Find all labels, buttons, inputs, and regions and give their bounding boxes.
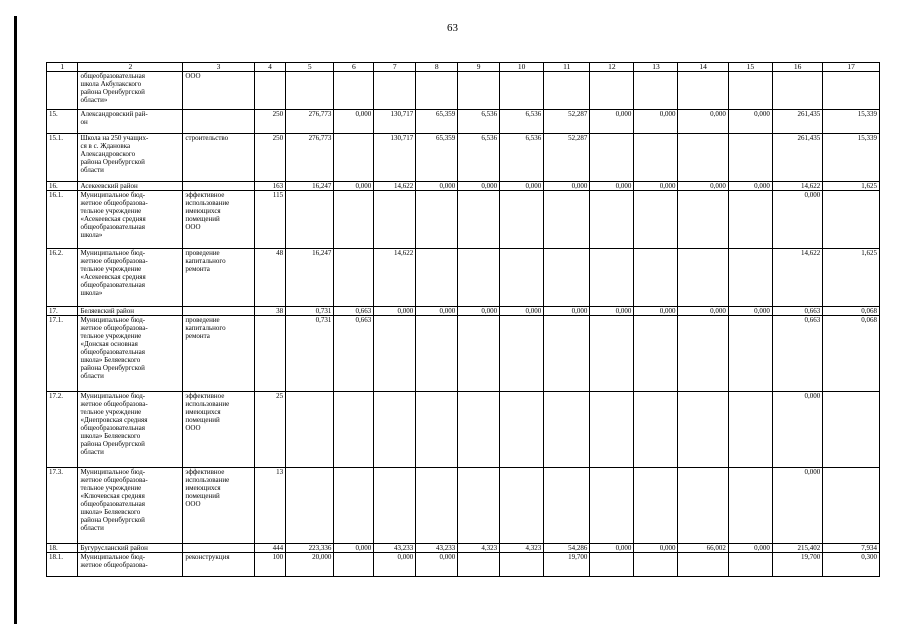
value-cell bbox=[678, 72, 728, 110]
value-cell: 14,622 bbox=[772, 249, 822, 307]
type-cell bbox=[183, 307, 254, 316]
value-cell: 0,731 bbox=[286, 316, 334, 392]
column-header: 17 bbox=[823, 63, 880, 72]
value-cell: 7,934 bbox=[823, 544, 880, 553]
table-row bbox=[47, 249, 880, 307]
column-header: 14 bbox=[678, 63, 728, 72]
column-header: 16 bbox=[772, 63, 822, 72]
value-cell: 19,700 bbox=[544, 553, 590, 577]
value-cell: 0,000 bbox=[500, 307, 544, 316]
value-cell: 6,536 bbox=[500, 110, 544, 134]
value-cell: 16,247 bbox=[286, 249, 334, 307]
value-cell bbox=[374, 316, 416, 392]
value-cell: 6,536 bbox=[458, 110, 500, 134]
table-row bbox=[47, 316, 880, 392]
value-cell bbox=[678, 249, 728, 307]
column-header: 10 bbox=[500, 63, 544, 72]
value-cell bbox=[772, 72, 822, 110]
row-number-cell: 16.1. bbox=[47, 191, 78, 249]
value-cell bbox=[728, 553, 772, 577]
value-cell: 0,068 bbox=[823, 316, 880, 392]
value-cell bbox=[374, 468, 416, 544]
row-number-cell: 18.1. bbox=[47, 553, 78, 577]
value-cell: 6,536 bbox=[500, 134, 544, 182]
value-cell bbox=[458, 553, 500, 577]
data-table bbox=[46, 62, 880, 577]
row-number-cell: 15.1. bbox=[47, 134, 78, 182]
value-cell bbox=[334, 553, 374, 577]
value-cell bbox=[374, 191, 416, 249]
value-cell bbox=[823, 72, 880, 110]
value-cell bbox=[590, 249, 634, 307]
column-header: 8 bbox=[416, 63, 458, 72]
value-cell: 66,002 bbox=[678, 544, 728, 553]
value-cell bbox=[728, 72, 772, 110]
value-cell bbox=[458, 191, 500, 249]
value-cell: 0,000 bbox=[634, 307, 678, 316]
value-cell bbox=[590, 134, 634, 182]
value-cell bbox=[823, 191, 880, 249]
value-cell: 15,339 bbox=[823, 134, 880, 182]
table-row bbox=[47, 110, 880, 134]
row-number-cell: 17. bbox=[47, 307, 78, 316]
value-cell bbox=[728, 316, 772, 392]
value-cell: 0,000 bbox=[334, 110, 374, 134]
value-cell: 0,663 bbox=[334, 307, 374, 316]
value-cell bbox=[286, 468, 334, 544]
row-number-cell: 16. bbox=[47, 182, 78, 191]
type-cell: строительство bbox=[183, 134, 254, 182]
value-cell bbox=[678, 392, 728, 468]
value-cell: 250 bbox=[254, 110, 285, 134]
value-cell: 15,339 bbox=[823, 110, 880, 134]
value-cell: 4,323 bbox=[500, 544, 544, 553]
value-cell bbox=[823, 392, 880, 468]
value-cell: 0,000 bbox=[416, 182, 458, 191]
row-number-cell: 17.1. bbox=[47, 316, 78, 392]
name-cell: Муниципальное бюд- жетное общеобразова- тельное учреждение «Днепровская средняя общеобразовательная школа» Беляевского района Оренбургской области bbox=[78, 392, 183, 468]
value-cell bbox=[374, 392, 416, 468]
value-cell: 0,000 bbox=[458, 182, 500, 191]
value-cell: 65,359 bbox=[416, 110, 458, 134]
name-cell: Александровский рай- он bbox=[78, 110, 183, 134]
type-cell bbox=[183, 182, 254, 191]
value-cell bbox=[458, 392, 500, 468]
value-cell: 261,435 bbox=[772, 110, 822, 134]
column-header: 15 bbox=[728, 63, 772, 72]
value-cell bbox=[728, 468, 772, 544]
value-cell: 1,625 bbox=[823, 249, 880, 307]
value-cell bbox=[500, 316, 544, 392]
value-cell bbox=[634, 468, 678, 544]
table-row bbox=[47, 544, 880, 553]
value-cell bbox=[458, 316, 500, 392]
column-header: 12 bbox=[590, 63, 634, 72]
table-row bbox=[47, 392, 880, 468]
column-header: 3 bbox=[183, 63, 254, 72]
value-cell: 0,000 bbox=[678, 307, 728, 316]
name-cell: Муниципальное бюд- жетное общеобразова- тельное учреждение «Асекеевская средняя общеобразовательная школа» bbox=[78, 249, 183, 307]
column-header: 2 bbox=[78, 63, 183, 72]
value-cell: 0,000 bbox=[634, 182, 678, 191]
value-cell bbox=[500, 249, 544, 307]
name-cell: Муниципальное бюд- жетное общеобразова- тельное учреждение «Ключевская средняя общеобразовательная школа» Беляевского района Оренбургской области bbox=[78, 468, 183, 544]
value-cell: 54,286 bbox=[544, 544, 590, 553]
value-cell: 0,000 bbox=[590, 307, 634, 316]
value-cell: 0,000 bbox=[590, 182, 634, 191]
value-cell bbox=[728, 249, 772, 307]
value-cell bbox=[634, 72, 678, 110]
column-header: 5 bbox=[286, 63, 334, 72]
value-cell: 0,000 bbox=[772, 392, 822, 468]
value-cell: 0,000 bbox=[678, 182, 728, 191]
value-cell: 6,536 bbox=[458, 134, 500, 182]
value-cell bbox=[590, 316, 634, 392]
value-cell: 0,068 bbox=[823, 307, 880, 316]
column-header: 6 bbox=[334, 63, 374, 72]
value-cell: 65,359 bbox=[416, 134, 458, 182]
value-cell: 261,435 bbox=[772, 134, 822, 182]
value-cell: 0,000 bbox=[500, 182, 544, 191]
value-cell bbox=[458, 72, 500, 110]
type-cell: реконструкция bbox=[183, 553, 254, 577]
value-cell bbox=[728, 191, 772, 249]
header-row bbox=[47, 63, 880, 72]
value-cell: 0,000 bbox=[728, 110, 772, 134]
value-cell: 0,000 bbox=[374, 307, 416, 316]
value-cell bbox=[590, 392, 634, 468]
value-cell: 223,336 bbox=[286, 544, 334, 553]
value-cell: 38 bbox=[254, 307, 285, 316]
value-cell bbox=[500, 191, 544, 249]
value-cell: 14,622 bbox=[374, 249, 416, 307]
value-cell bbox=[254, 72, 285, 110]
type-cell bbox=[183, 544, 254, 553]
type-cell: ООО bbox=[183, 72, 254, 110]
name-cell: Муниципальное бюд- жетное общеобразова- тельное учреждение «Донская основная общеобразовательная школа» Беляевского района Оренбургской области bbox=[78, 316, 183, 392]
value-cell: 14,622 bbox=[374, 182, 416, 191]
column-header: 4 bbox=[254, 63, 285, 72]
value-cell: 0,731 bbox=[286, 307, 334, 316]
value-cell: 4,323 bbox=[458, 544, 500, 553]
row-number-cell: 18. bbox=[47, 544, 78, 553]
type-cell: эффективное использование имеющихся помещений ООО bbox=[183, 191, 254, 249]
type-cell: проведение капитального ремонта bbox=[183, 316, 254, 392]
name-cell: Бугурусланский район bbox=[78, 544, 183, 553]
value-cell: 163 bbox=[254, 182, 285, 191]
row-number-cell bbox=[47, 72, 78, 110]
value-cell bbox=[728, 134, 772, 182]
value-cell bbox=[416, 72, 458, 110]
table-row bbox=[47, 182, 880, 191]
value-cell: 444 bbox=[254, 544, 285, 553]
value-cell: 0,663 bbox=[334, 316, 374, 392]
page-number: 63 bbox=[447, 22, 458, 34]
value-cell bbox=[678, 134, 728, 182]
value-cell: 0,000 bbox=[728, 307, 772, 316]
value-cell bbox=[678, 316, 728, 392]
value-cell: 0,000 bbox=[544, 182, 590, 191]
column-header: 7 bbox=[374, 63, 416, 72]
value-cell bbox=[500, 392, 544, 468]
value-cell bbox=[590, 468, 634, 544]
type-cell: проведение капитального ремонта bbox=[183, 249, 254, 307]
value-cell bbox=[544, 392, 590, 468]
value-cell bbox=[590, 553, 634, 577]
value-cell: 276,773 bbox=[286, 134, 334, 182]
row-number-cell: 16.2. bbox=[47, 249, 78, 307]
value-cell bbox=[544, 72, 590, 110]
name-cell: Асекеевский район bbox=[78, 182, 183, 191]
name-cell: Муниципальное бюд- жетное общеобразова- bbox=[78, 553, 183, 577]
value-cell: 14,622 bbox=[772, 182, 822, 191]
column-header: 13 bbox=[634, 63, 678, 72]
value-cell bbox=[544, 191, 590, 249]
value-cell: 215,402 bbox=[772, 544, 822, 553]
value-cell bbox=[590, 72, 634, 110]
value-cell bbox=[286, 72, 334, 110]
value-cell bbox=[634, 316, 678, 392]
value-cell: 25 bbox=[254, 392, 285, 468]
value-cell: 0,000 bbox=[590, 544, 634, 553]
value-cell: 0,000 bbox=[544, 307, 590, 316]
name-cell: общеобразовательная школа Акбулакского района Оренбургской области» bbox=[78, 72, 183, 110]
value-cell: 276,773 bbox=[286, 110, 334, 134]
table-row bbox=[47, 72, 880, 110]
value-cell: 52,287 bbox=[544, 134, 590, 182]
value-cell bbox=[634, 191, 678, 249]
value-cell: 0,000 bbox=[728, 182, 772, 191]
value-cell: 130,717 bbox=[374, 110, 416, 134]
value-cell bbox=[416, 249, 458, 307]
value-cell: 19,700 bbox=[772, 553, 822, 577]
value-cell: 250 bbox=[254, 134, 285, 182]
value-cell: 115 bbox=[254, 191, 285, 249]
value-cell bbox=[544, 249, 590, 307]
value-cell: 0,000 bbox=[772, 191, 822, 249]
value-cell bbox=[544, 316, 590, 392]
value-cell bbox=[286, 392, 334, 468]
value-cell: 0,300 bbox=[823, 553, 880, 577]
value-cell bbox=[416, 392, 458, 468]
value-cell bbox=[374, 72, 416, 110]
value-cell bbox=[634, 553, 678, 577]
value-cell: 100 bbox=[254, 553, 285, 577]
value-cell: 43,233 bbox=[374, 544, 416, 553]
value-cell: 0,000 bbox=[678, 110, 728, 134]
column-header: 1 bbox=[47, 63, 78, 72]
table-row bbox=[47, 468, 880, 544]
value-cell: 0,000 bbox=[772, 468, 822, 544]
type-cell bbox=[183, 110, 254, 134]
value-cell bbox=[678, 191, 728, 249]
value-cell: 0,000 bbox=[416, 307, 458, 316]
value-cell bbox=[334, 72, 374, 110]
value-cell bbox=[254, 316, 285, 392]
row-number-cell: 17.2. bbox=[47, 392, 78, 468]
value-cell bbox=[334, 134, 374, 182]
table-row bbox=[47, 307, 880, 316]
column-header: 11 bbox=[544, 63, 590, 72]
value-cell: 43,233 bbox=[416, 544, 458, 553]
value-cell: 48 bbox=[254, 249, 285, 307]
table-row bbox=[47, 191, 880, 249]
row-number-cell: 17.3. bbox=[47, 468, 78, 544]
value-cell bbox=[458, 468, 500, 544]
value-cell: 0,000 bbox=[416, 553, 458, 577]
column-header: 9 bbox=[458, 63, 500, 72]
value-cell: 0,663 bbox=[772, 316, 822, 392]
value-cell bbox=[416, 191, 458, 249]
value-cell: 0,000 bbox=[374, 553, 416, 577]
value-cell: 130,717 bbox=[374, 134, 416, 182]
value-cell bbox=[678, 553, 728, 577]
value-cell: 13 bbox=[254, 468, 285, 544]
value-cell bbox=[634, 134, 678, 182]
value-cell bbox=[500, 468, 544, 544]
value-cell bbox=[334, 191, 374, 249]
value-cell: 52,287 bbox=[544, 110, 590, 134]
value-cell bbox=[334, 392, 374, 468]
value-cell bbox=[544, 468, 590, 544]
value-cell: 0,000 bbox=[590, 110, 634, 134]
value-cell: 0,000 bbox=[634, 544, 678, 553]
value-cell bbox=[678, 468, 728, 544]
value-cell bbox=[634, 249, 678, 307]
value-cell bbox=[416, 316, 458, 392]
value-cell bbox=[334, 249, 374, 307]
value-cell bbox=[416, 468, 458, 544]
value-cell: 0,663 bbox=[772, 307, 822, 316]
value-cell bbox=[500, 553, 544, 577]
name-cell: Муниципальное бюд- жетное общеобразова- тельное учреждение «Асекеевская средняя общеобразовательная школа» bbox=[78, 191, 183, 249]
value-cell bbox=[728, 392, 772, 468]
value-cell: 16,247 bbox=[286, 182, 334, 191]
value-cell bbox=[823, 468, 880, 544]
value-cell bbox=[334, 468, 374, 544]
value-cell bbox=[634, 392, 678, 468]
value-cell: 0,000 bbox=[458, 307, 500, 316]
row-number-cell: 15. bbox=[47, 110, 78, 134]
value-cell bbox=[500, 72, 544, 110]
value-cell bbox=[458, 249, 500, 307]
value-cell: 0,000 bbox=[634, 110, 678, 134]
type-cell: эффективное использование имеющихся помещений ООО bbox=[183, 392, 254, 468]
value-cell: 0,000 bbox=[334, 182, 374, 191]
table-row bbox=[47, 134, 880, 182]
binding-line bbox=[14, 16, 17, 624]
value-cell: 0,000 bbox=[334, 544, 374, 553]
value-cell bbox=[286, 191, 334, 249]
table-row bbox=[47, 553, 880, 577]
type-cell: эффективное использование имеющихся помещений ООО bbox=[183, 468, 254, 544]
name-cell: Беляевский район bbox=[78, 307, 183, 316]
value-cell: 0,000 bbox=[728, 544, 772, 553]
value-cell: 20,000 bbox=[286, 553, 334, 577]
name-cell: Школа на 250 учащих- ся в с. Ждановка Александровского района Оренбургской области bbox=[78, 134, 183, 182]
value-cell bbox=[590, 191, 634, 249]
value-cell: 1,625 bbox=[823, 182, 880, 191]
